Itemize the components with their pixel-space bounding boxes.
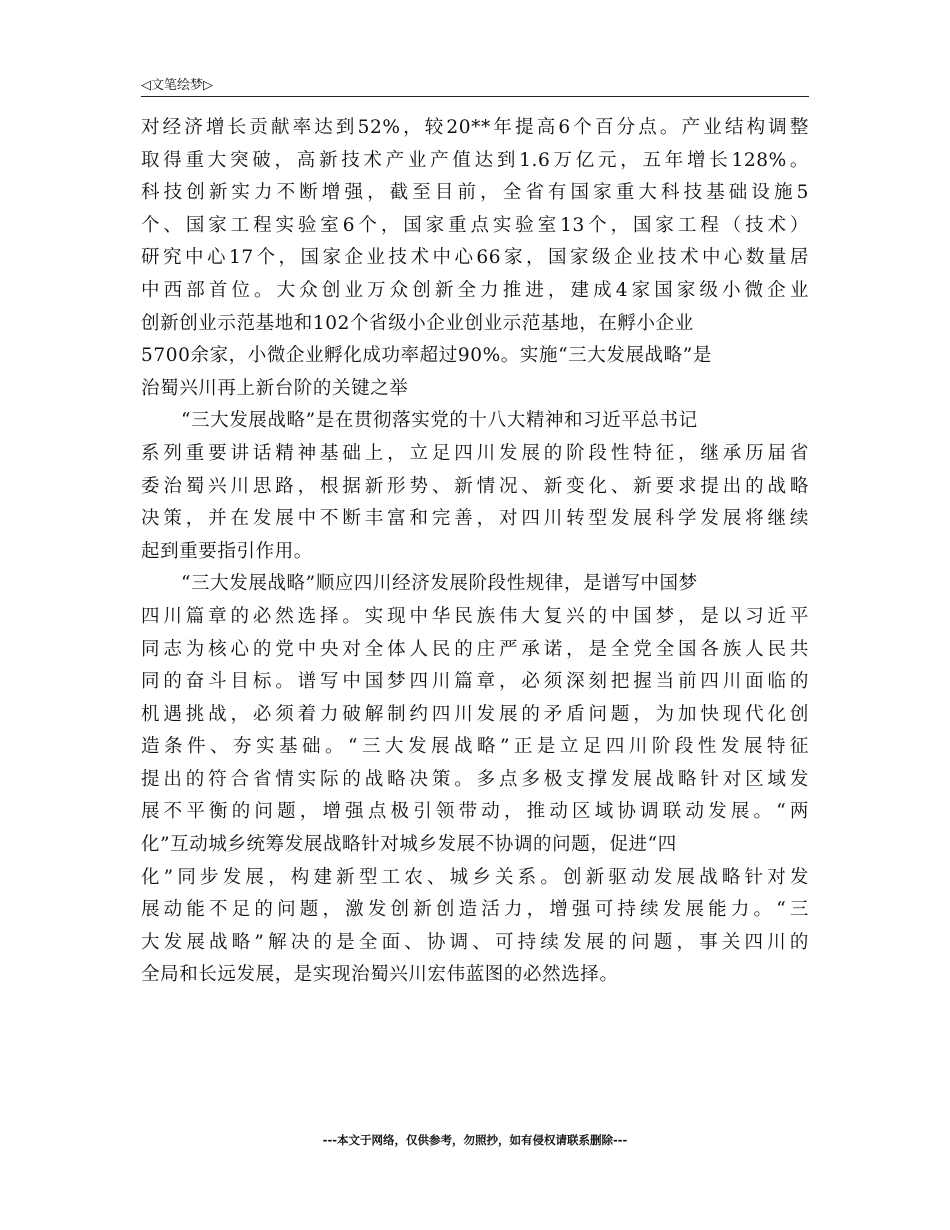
text-line: 展动能不足的问题，激发创新创造活力，增强可持续发展能力。“三 [141, 899, 809, 921]
text-line: 同志为核心的党中央对全体人民的庄严承诺，是全党全国各族人民共 [141, 638, 809, 660]
text-line: 科技创新实力不断增强，截至目前，全省有国家重大科技基础设施5 [141, 182, 809, 204]
header-title: ◁文笔绘梦▷ [141, 78, 213, 93]
text-line: 对经济增长贡献率达到52%，较20**年提高6个百分点。产业结构调整 [141, 117, 809, 138]
paragraph-first-line: “三大发展战略”是在贯彻落实党的十八大精神和习近平总书记 [181, 410, 698, 432]
text-line: 治蜀兴川再上新台阶的关键之举 [141, 377, 409, 399]
body-text [141, 112, 809, 992]
text-line: 5700余家，小微企业孵化成功率超过90%。实施“三大发展战略”是 [141, 345, 712, 367]
text-line: 委治蜀兴川思路，根据新形势、新情况、新变化、新要求提出的战略 [141, 475, 809, 497]
text-line: 机遇挑战，必须着力破解制约四川发展的矛盾问题，为加快现代化创 [141, 703, 809, 725]
text-line: 化”互动城乡统筹发展战略针对城乡发展不协调的问题，促进“四 [141, 834, 677, 856]
text-line: 同的奋斗目标。谱写中国梦四川篇章，必须深刻把握当前四川面临的 [141, 671, 809, 693]
text-line: 个、国家工程实验室6个，国家重点实验室13个，国家工程（技术） [141, 214, 809, 236]
text-line: 四川篇章的必然选择。实现中华民族伟大复兴的中国梦，是以习近平 [141, 605, 809, 627]
text-line: 创新创业示范基地和102个省级小企业创业示范基地，在孵小企业 [141, 312, 694, 334]
text-line: 决策，并在发展中不断丰富和完善，对四川转型发展科学发展将继续 [141, 508, 809, 530]
page-header [141, 72, 809, 97]
text-line: 展不平衡的问题，增强点极引领带动，推动区域协调联动发展。“两 [141, 801, 809, 823]
text-line: 大发展战略”解决的是全面、协调、可持续发展的问题，事关四川的 [141, 931, 809, 953]
text-line: 系列重要讲话精神基础上，立足四川发展的阶段性特征，继承历届省 [141, 442, 809, 464]
text-line: 中西部首位。大众创业万众创新全力推进，建成4家国家级小微企业 [141, 279, 809, 301]
text-line: 起到重要指引作用。 [141, 540, 313, 562]
footer-notice: ---本文于网络，仅供参考，勿照抄，如有侵权请联系删除--- [322, 1133, 628, 1147]
text-line: 取得重大突破，高新技术产业产值达到1.6万亿元，五年增长128%。 [141, 149, 809, 171]
text-line: 提出的符合省情实际的战略决策。多点多极支撑发展战略针对区域发 [141, 768, 809, 790]
text-line: 全局和长远发展，是实现治蜀兴川宏伟蓝图的必然选择。 [141, 964, 619, 986]
text-line: 化”同步发展，构建新型工农、城乡关系。创新驱动发展战略针对发 [141, 866, 809, 888]
text-line: 造条件、夯实基础。“三大发展战略”正是立足四川阶段性发展特征 [141, 736, 809, 758]
paragraph-first-line: “三大发展战略”顺应四川经济发展阶段性规律，是谱写中国梦 [181, 573, 698, 595]
text-line: 研究中心17个，国家企业技术中心66家，国家级企业技术中心数量居 [141, 247, 809, 269]
